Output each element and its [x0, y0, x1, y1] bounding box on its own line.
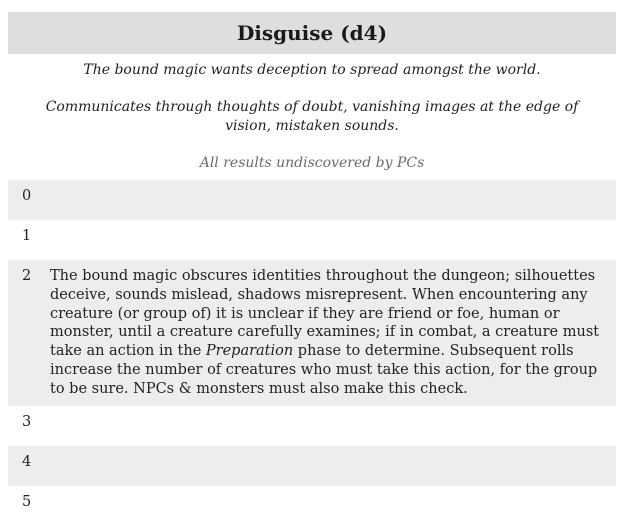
row-number: 1	[8, 220, 50, 260]
row-number: 4	[8, 446, 50, 486]
table-row	[8, 446, 616, 486]
results-table	[8, 180, 616, 526]
row-text-emphasis: Preparation	[205, 343, 294, 360]
row-number: 2	[8, 260, 50, 406]
row-text-part: The bound magic obscures identities throughout the dungeon; silhouettes deceive, sounds mislead, shadows misrepresent. When encountering any creature (or group of) it is unclear if they are friend or foe, human or monster, until a creature carefully examines; if in combat, a creature must take an action in the	[50, 268, 600, 360]
row-text	[50, 406, 616, 446]
table-row	[8, 220, 616, 260]
row-text	[50, 220, 616, 260]
row-number: 5	[8, 486, 50, 526]
communication-text: Communicates through thoughts of doubt, vanishing images at the edge of vision, mistaken sounds.	[45, 99, 579, 134]
row-number: 3	[8, 406, 50, 446]
row-text	[50, 486, 616, 526]
title-bar	[8, 12, 616, 54]
row-number: 0	[8, 180, 50, 220]
row-text	[50, 260, 616, 406]
row-text-part: phase to determine. Subsequent rolls increase the number of creatures who must take this action, for the group to be sure. NPCs & monsters must also make this check.	[50, 343, 598, 397]
motive-text: The bound magic wants deception to spread amongst the world.	[83, 62, 541, 78]
table-row	[8, 180, 616, 220]
status-text: All results undiscovered by PCs	[199, 155, 425, 171]
table-row	[8, 260, 616, 406]
table-row	[8, 406, 616, 446]
row-text	[50, 446, 616, 486]
row-text	[50, 180, 616, 220]
table-row	[8, 486, 616, 526]
page-title: Disguise (d4)	[236, 21, 388, 45]
